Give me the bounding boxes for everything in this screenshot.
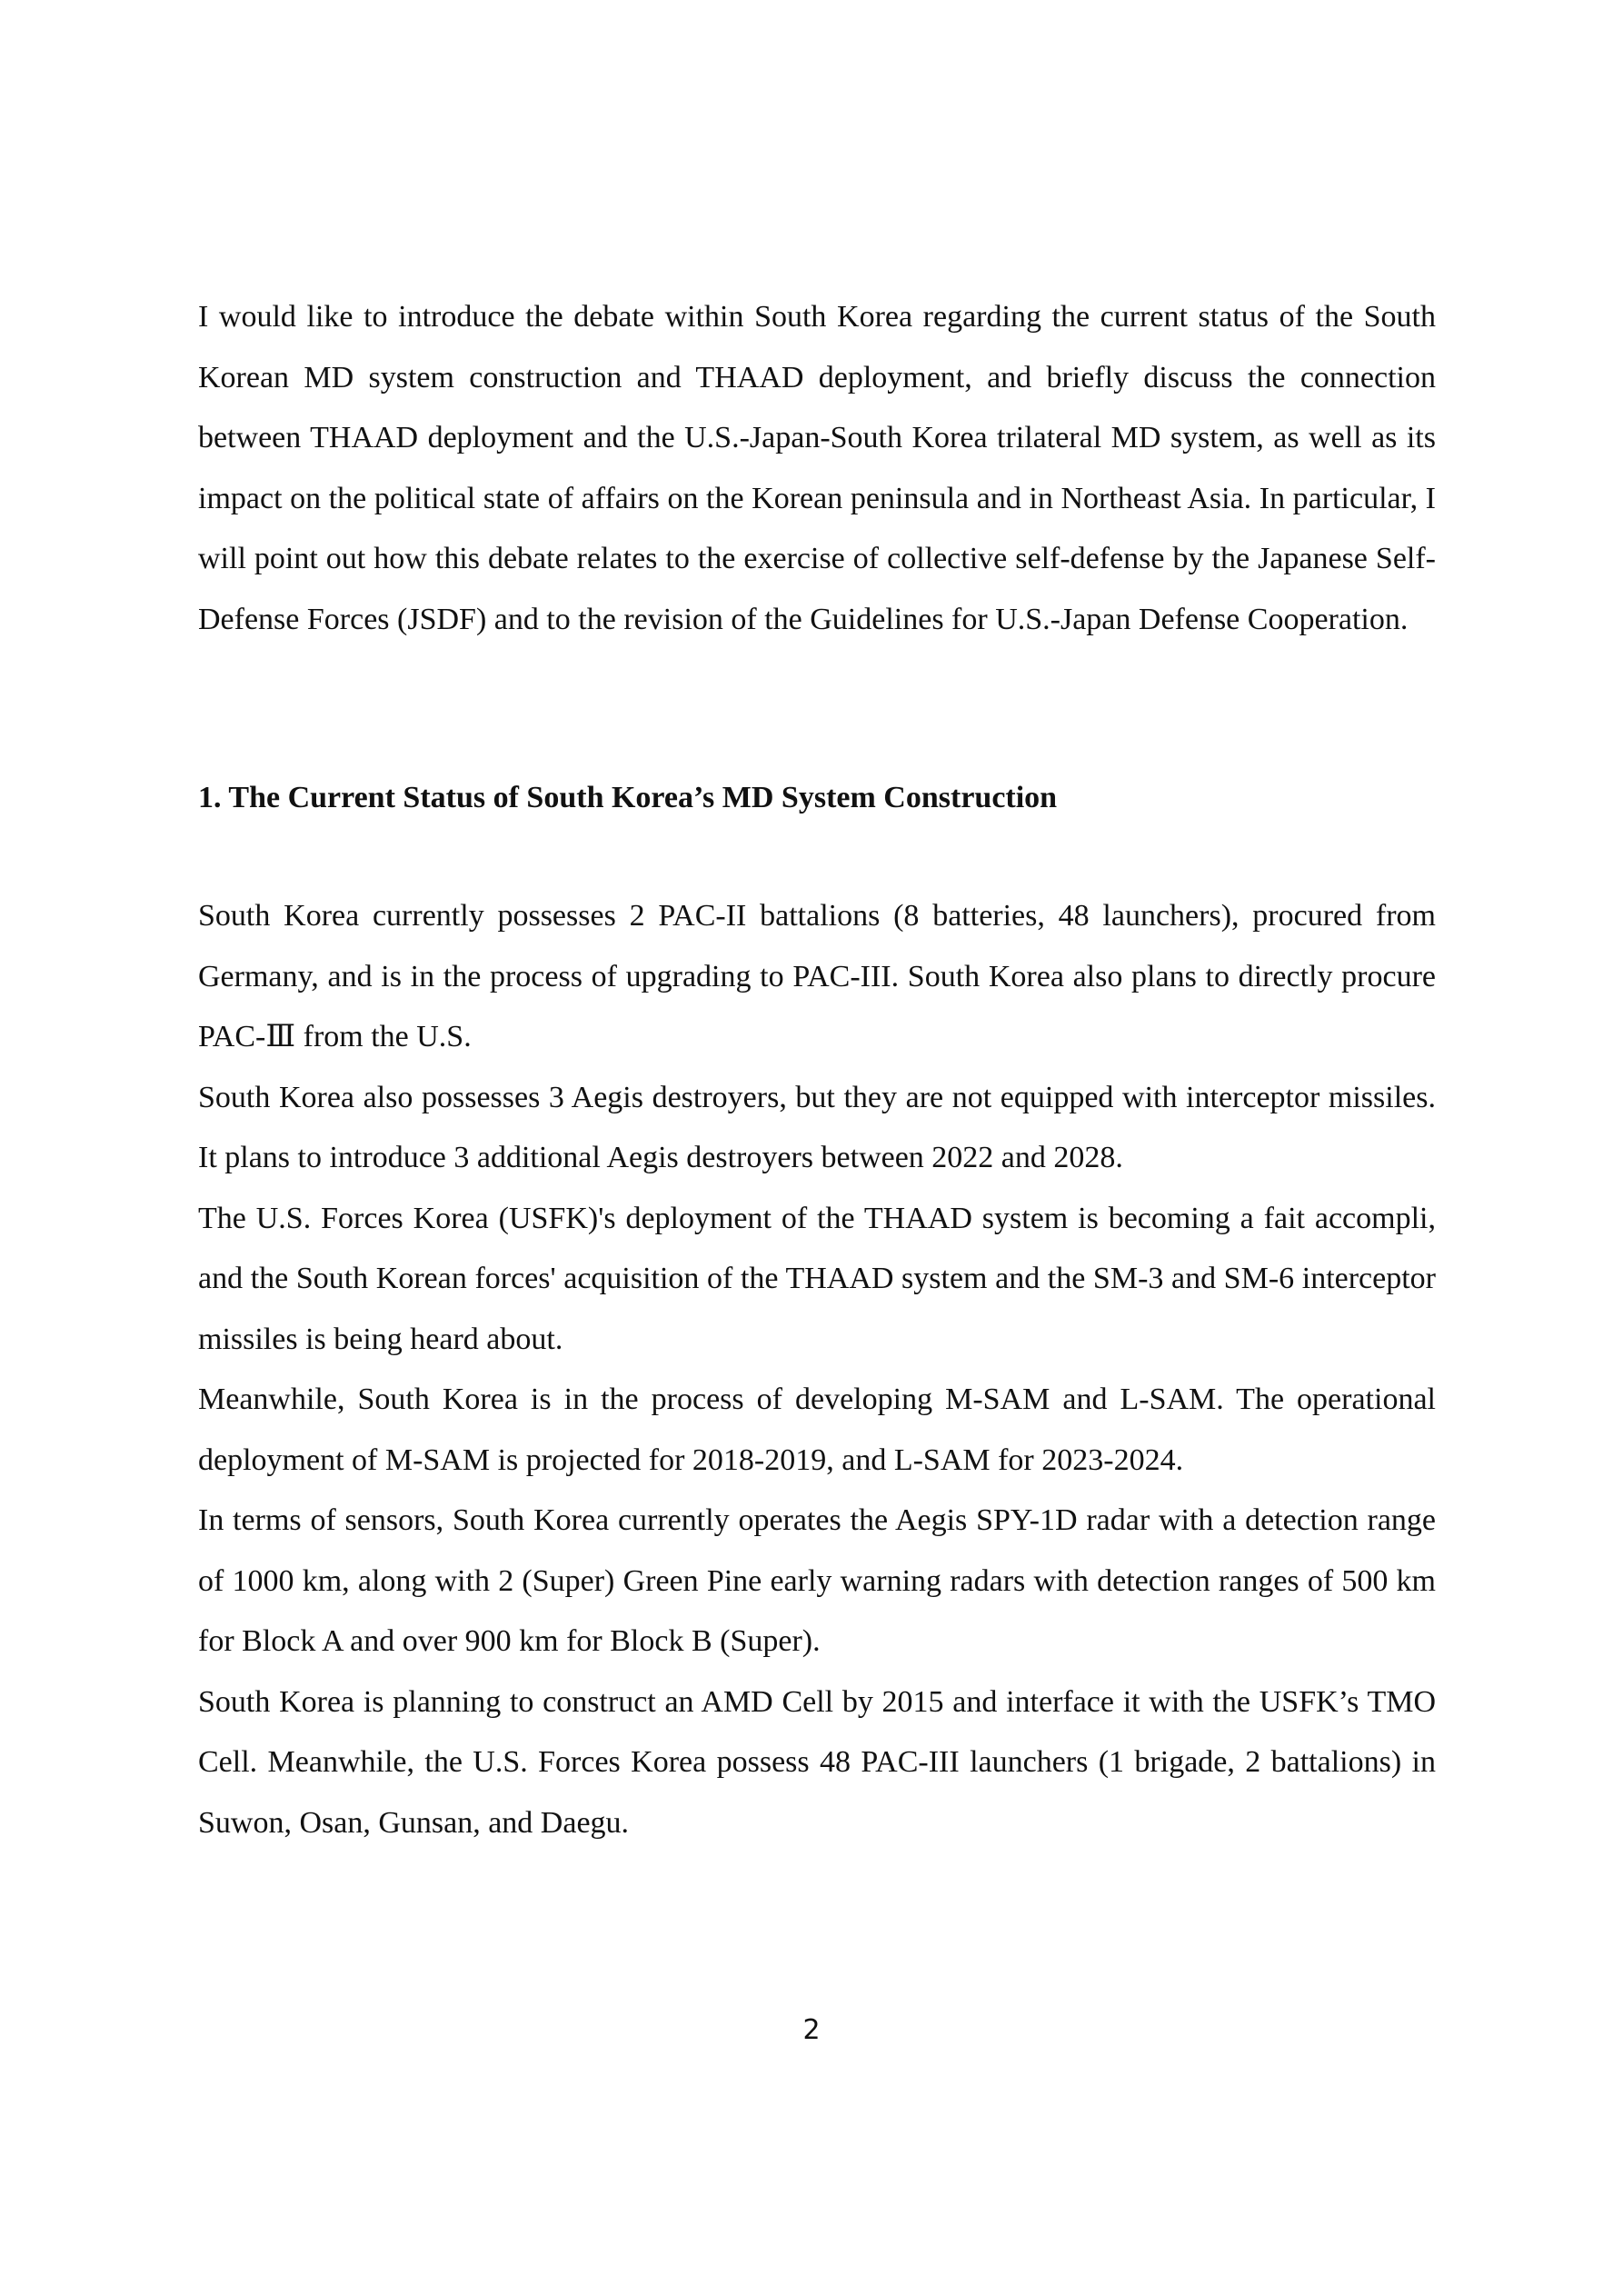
intro-paragraph: I would like to introduce the debate within South Korea regarding the current status of the South Korean MD system construction and THAAD deployment, and briefly discuss the connection between THAAD deployment and the U.S.-Japan-South Korea trilateral MD system, as well as its impact on the political state of affairs on the Korean peninsula and in Northeast Asia. In particular, I will point out how this debate relates to the exercise of collective self-defense by the Japanese Self-Defense Forces (JSDF) and to the revision of the Guidelines for U.S.-Japan Defense Cooperation. [198, 300, 1436, 636]
body-paragraph-amd-cell: South Korea is planning to construct an AMD Cell by 2015 and interface it with the USFK’s TMO Cell. Meanwhile, the U.S. Forces Korea possess 48 PAC-III launchers (1 brigade, 2 battalions) in Suwon, Osan, Gunsan, and Daegu. [198, 1684, 1436, 1840]
page-content [198, 287, 1436, 1853]
section-heading: 1. The Current Status of South Korea’s MD System Construction [198, 781, 1058, 814]
body-paragraph-sam: Meanwhile, South Korea is in the process of developing M-SAM and L-SAM. The operational deployment of M-SAM is projected for 2018-2019, and L-SAM for 2023-2024. [198, 1383, 1436, 1477]
page-number: 2 [802, 2014, 821, 2046]
body-paragraph-pac: South Korea currently possesses 2 PAC-II battalions (8 batteries, 48 launchers), procured from Germany, and is in the process of upgrading to PAC-III. South Korea also plans to directly procure PAC-Ⅲ from the U.S. [198, 899, 1436, 1053]
body-paragraph-thaad: The U.S. Forces Korea (USFK)'s deployment of the THAAD system is becoming a fait accompli, and the South Korean forces' acquisition of the THAAD system and the SM-3 and SM-6 interceptor missiles is being heard about. [198, 1201, 1436, 1356]
body-paragraph-aegis: South Korea also possesses 3 Aegis destroyers, but they are not equipped with interceptor missiles. It plans to introduce 3 additional Aegis destroyers between 2022 and 2028. [198, 1080, 1436, 1174]
body-paragraph-sensors: In terms of sensors, South Korea currently operates the Aegis SPY-1D radar with a detection range of 1000 km, along with 2 (Super) Green Pine early warning radars with detection ranges of 500 km for Block A and over 900 km for Block B (Super). [198, 1503, 1436, 1658]
